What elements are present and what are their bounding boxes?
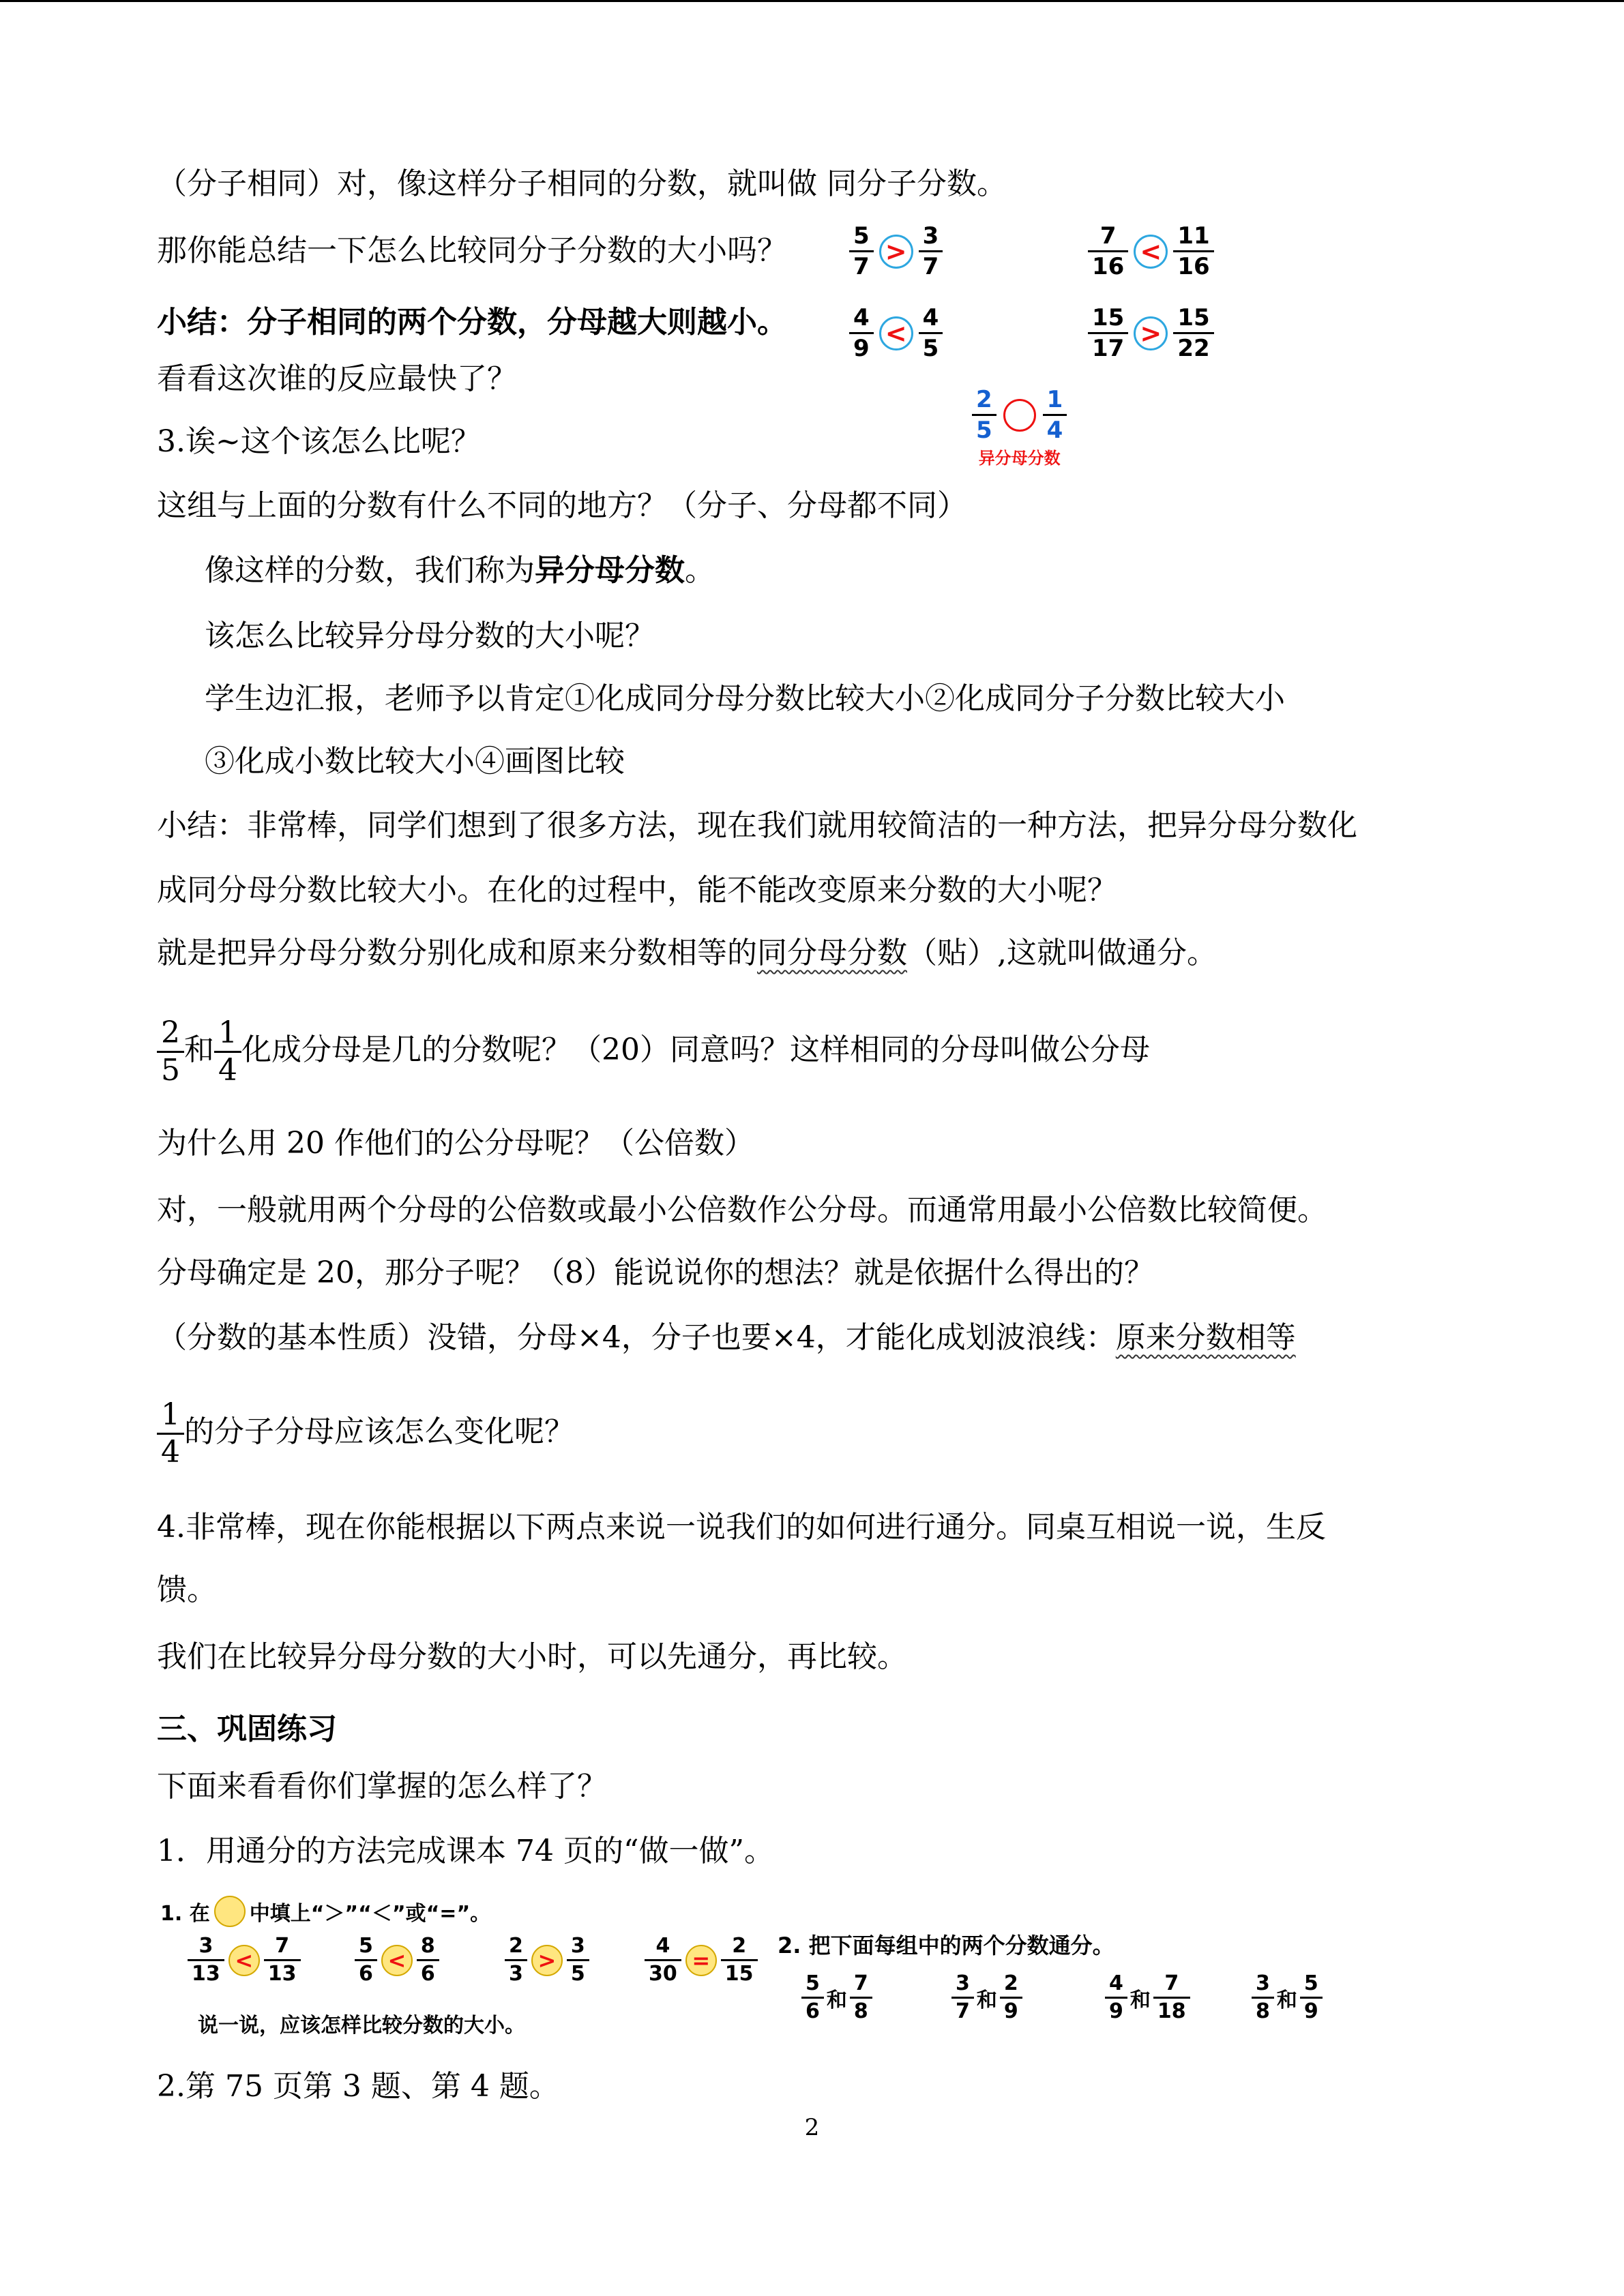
fraction: $\frac{5}{7}$: [849, 222, 874, 281]
text-line: 为什么用 20 作他们的公分母呢？（公倍数）: [157, 1126, 754, 1161]
fraction: $\frac{7}{16}$: [1088, 222, 1128, 281]
exercise1-note: 说一说，应该怎样比较分数的大小。: [198, 2014, 525, 2038]
exercise1-title: [160, 1896, 490, 1927]
fraction: $\frac{2}{15}$: [721, 1933, 758, 1987]
comparison-symbol: <: [1134, 235, 1168, 269]
fraction: $\frac{5}{9}$: [1300, 1971, 1323, 2025]
fraction: $\frac{3}{8}$: [1252, 1971, 1274, 2025]
exercise2-item: [1105, 1971, 1190, 2025]
fraction: $\frac{5}{6}$: [801, 1971, 824, 2025]
text-line: 学生边汇报，老师予以肯定①化成同分母分数比较大小②化成同分子分数比较大小: [205, 681, 1285, 716]
text-span: （贴）,这就叫做通分。: [907, 936, 1217, 970]
joiner-text: 和: [976, 1988, 997, 2012]
joiner-text: 和: [826, 1988, 847, 2012]
fraction: $\frac{3}{13}$: [188, 1933, 224, 1987]
text-line: 3.诶~这个该怎么比呢？: [157, 424, 481, 459]
text-line: 分母确定是 20，那分子呢？（8）能说说你的想法？就是依据什么得出的？: [157, 1255, 1154, 1290]
text-line: [157, 1317, 1296, 1358]
text-span: 和: [184, 1032, 214, 1067]
text-line: 我们在比较异分母分数的大小时，可以先通分，再比较。: [157, 1639, 907, 1674]
page-number: 2: [804, 2114, 820, 2141]
text-line: 4.非常棒，现在你能根据以下两点来说一说我们的如何进行通分。同桌互相说一说，生反: [157, 1510, 1326, 1545]
comparison-symbol: <: [381, 1945, 413, 1976]
wavy-term: 同分母分数: [757, 936, 907, 970]
text-line: 下面来看看你们掌握的怎么样了？: [157, 1769, 607, 1804]
comparison-figure: [1088, 222, 1214, 281]
exercise1-item: [188, 1933, 301, 1987]
exercise1-item: [355, 1933, 439, 1987]
text-line: 该怎么比较异分母分数的大小呢？: [205, 618, 655, 653]
fraction: $\frac{3}{5}$: [567, 1933, 589, 1987]
exercise2-item: [1252, 1971, 1323, 2025]
comparison-symbol: <: [228, 1945, 260, 1976]
fraction: $\frac{1}{4}$: [1043, 385, 1067, 445]
diff-denominator-figure: [972, 385, 1067, 468]
joiner-text: 和: [1276, 1988, 1297, 2012]
text-line: 2.第 75 页第 3 题、第 4 题。: [157, 2069, 559, 2104]
fraction: $\frac{4}{30}$: [645, 1933, 681, 1987]
fraction: $\frac{7}{8}$: [850, 1971, 872, 2025]
text-span: 像这样的分数，我们称为: [205, 553, 535, 588]
text-line: 1．用通分的方法完成课本 74 页的“做一做”。: [157, 1834, 774, 1868]
term-bold: 异分母分数: [535, 553, 685, 588]
fraction: $\frac{4}{9}$: [1105, 1971, 1127, 2025]
fraction: $\frac{2}{9}$: [1000, 1971, 1022, 2025]
text-line: 这组与上面的分数有什么不同的地方？（分子、分母都不同）: [157, 488, 967, 523]
text-line: [157, 1009, 1150, 1091]
text-span: 1. 在: [160, 1902, 210, 1926]
comparison-symbol: >: [531, 1945, 563, 1976]
fraction: $\frac{15}{17}$: [1088, 303, 1128, 363]
text-span: 中填上“＞”“＜”或“=”。: [249, 1902, 491, 1926]
text-line: 看看这次谁的反应最快了？: [157, 361, 517, 396]
wavy-term: 原来分数相等: [1115, 1320, 1296, 1355]
fraction: $\frac{8}{6}$: [417, 1933, 439, 1987]
text-line: 对，一般就用两个分母的公倍数或最小公倍数作公分母。而通常用最小公倍数比较简便。: [157, 1193, 1327, 1227]
fraction: $\frac{11}{16}$: [1173, 222, 1213, 281]
comparison-figure: [849, 303, 943, 363]
fraction: $\frac{2}{5}$: [157, 1015, 184, 1088]
section-heading: 三、巩固练习: [157, 1712, 337, 1746]
text-line: [205, 550, 715, 591]
text-span: 的分子分母应该怎么变化呢？: [184, 1414, 574, 1449]
comparison-symbol: =: [685, 1945, 717, 1976]
empty-circle-icon: [1003, 399, 1036, 432]
text-line: （分子相同）对，像这样分子相同的分数，就叫做 同分子分数。: [157, 166, 1007, 201]
blank-circle-icon: [214, 1896, 246, 1927]
comparison-symbol: >: [1134, 316, 1168, 351]
exercise2-title: 2. 把下面每组中的两个分数通分。: [778, 1933, 1114, 1958]
comparison-figure: [849, 222, 943, 281]
text-line: 那你能总结一下怎么比较同分子分数的大小吗？: [157, 233, 787, 268]
text-line: ③化成小数比较大小④画图比较: [205, 744, 625, 779]
comparison-figure: [1088, 303, 1214, 363]
comparison-symbol: >: [879, 235, 913, 269]
exercise2-item: [951, 1971, 1022, 2025]
fraction: $\frac{1}{4}$: [214, 1015, 241, 1088]
text-line: [157, 933, 1217, 974]
text-line: 小结：非常棒，同学们想到了很多方法，现在我们就用较简洁的一种方法，把异分母分数化: [157, 808, 1357, 843]
exercise2-item: [801, 1971, 872, 2025]
joiner-text: 和: [1130, 1988, 1151, 2012]
fraction: $\frac{7}{13}$: [264, 1933, 301, 1987]
fraction: $\frac{1}{4}$: [157, 1397, 184, 1470]
text-span: 化成分母是几的分数呢？（20）同意吗？这样相同的分母叫做公分母: [241, 1032, 1150, 1067]
fraction: $\frac{3}{7}$: [919, 222, 943, 281]
text-span: 。: [685, 553, 715, 588]
text-span: 就是把异分母分数分别化成和原来分数相等的: [157, 936, 757, 970]
fraction: $\frac{5}{6}$: [355, 1933, 377, 1987]
exercise1-item: [645, 1933, 758, 1987]
summary-line: 小结：分子相同的两个分数，分母越大则越小。: [157, 305, 787, 340]
fraction: $\frac{15}{22}$: [1173, 303, 1213, 363]
exercise1-item: [505, 1933, 589, 1987]
figure-caption: 异分母分数: [978, 449, 1061, 468]
fraction: $\frac{2}{5}$: [972, 385, 996, 445]
text-line: 馈。: [157, 1572, 217, 1607]
top-border: [0, 0, 1624, 2]
fraction: $\frac{4}{5}$: [919, 303, 943, 363]
text-line: [157, 1391, 574, 1473]
fraction: $\frac{2}{3}$: [505, 1933, 527, 1987]
fraction: $\frac{7}{18}$: [1153, 1971, 1190, 2025]
text-span: （分数的基本性质）没错，分母×4，分子也要×4，才能化成划波浪线：: [157, 1320, 1116, 1355]
comparison-symbol: <: [879, 316, 913, 351]
text-line: 成同分母分数比较大小。在化的过程中，能不能改变原来分数的大小呢？: [157, 873, 1117, 908]
fraction: $\frac{3}{7}$: [951, 1971, 974, 2025]
fraction: $\frac{4}{9}$: [849, 303, 874, 363]
